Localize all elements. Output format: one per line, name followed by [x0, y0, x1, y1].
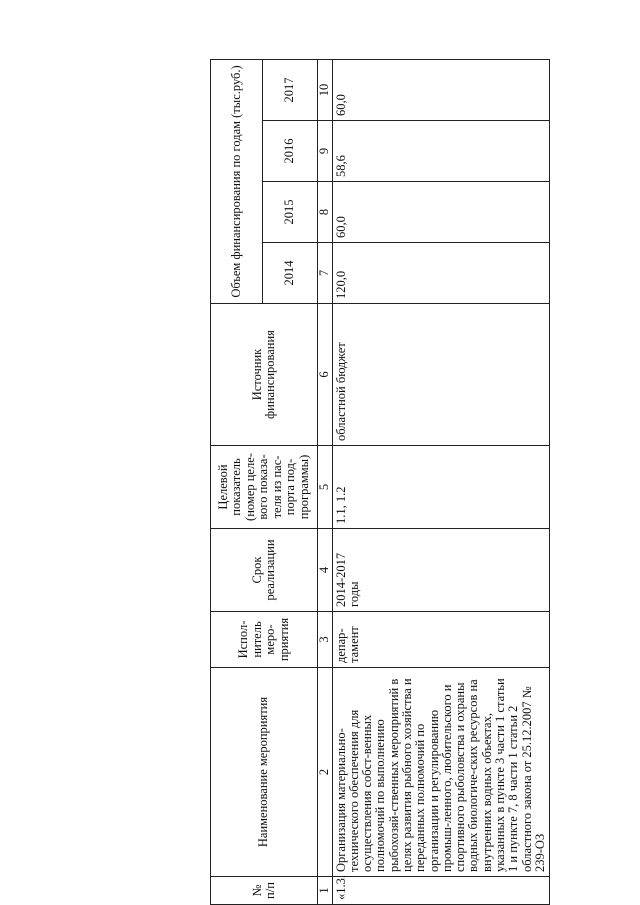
column-number: 4 — [318, 529, 333, 612]
column-number: 8 — [318, 182, 333, 243]
header-year-2017: 2017 — [263, 59, 318, 120]
header-year-2015: 2015 — [263, 182, 318, 243]
row-num: «1.3. — [332, 877, 550, 905]
header-executor: Испол-нитель меро-приятия — [211, 612, 318, 668]
header-funding: Объем финансирования по годам (тыс.руб.) — [211, 59, 263, 303]
row-source: областной бюджет — [332, 304, 550, 446]
row-value-2014: 120,0 — [332, 243, 550, 304]
row-indicator: 1.1, 1.2 — [332, 446, 550, 529]
header-period: Срок реализации — [211, 529, 318, 612]
row-executor: депар-тамент — [332, 612, 550, 668]
header-source: Источник финансирования — [211, 304, 318, 446]
header-year-2014: 2014 — [263, 243, 318, 304]
activities-table — [210, 59, 550, 905]
table-row — [332, 59, 550, 904]
rotated-page — [210, 60, 547, 905]
column-number: 2 — [318, 668, 333, 877]
row-value-2016: 58,6 — [332, 121, 550, 182]
column-number: 5 — [318, 446, 333, 529]
column-numbers-row — [318, 59, 333, 904]
row-name: Организация материально-технического обеспечения для осуществления собст-венных полномочий по выполнению рыбохозяй-ственных мероприятий в целях развития рыбного хозяйства и переданных полномочий по организации и регулированию промыш-ленного, любительского и спортивного рыболовства и охраны водных биологиче-ских ресурсов на внутренних водных объектах, указанных в пункте 3 части 1 статьи 1 и пункте 7, 8 части 1 статьи 2 областного закона от 25.12.2007 № 239-ОЗ — [332, 668, 550, 877]
column-number: 7 — [318, 243, 333, 304]
row-period: 2014-2017 годы — [332, 529, 550, 612]
row-value-2017: 60,0 — [332, 59, 550, 120]
header-num: № п/п — [211, 877, 318, 905]
column-number: 10 — [318, 59, 333, 120]
column-number: 3 — [318, 612, 333, 668]
header-indicator: Целевой показатель (номер целе-вого показа-теля из пас-порта под-программы) — [211, 446, 318, 529]
header-name: Наименование мероприятия — [211, 668, 318, 877]
column-number: 9 — [318, 121, 333, 182]
column-number: 1 — [318, 877, 333, 905]
column-number: 6 — [318, 304, 333, 446]
header-year-2016: 2016 — [263, 121, 318, 182]
row-value-2015: 60,0 — [332, 182, 550, 243]
